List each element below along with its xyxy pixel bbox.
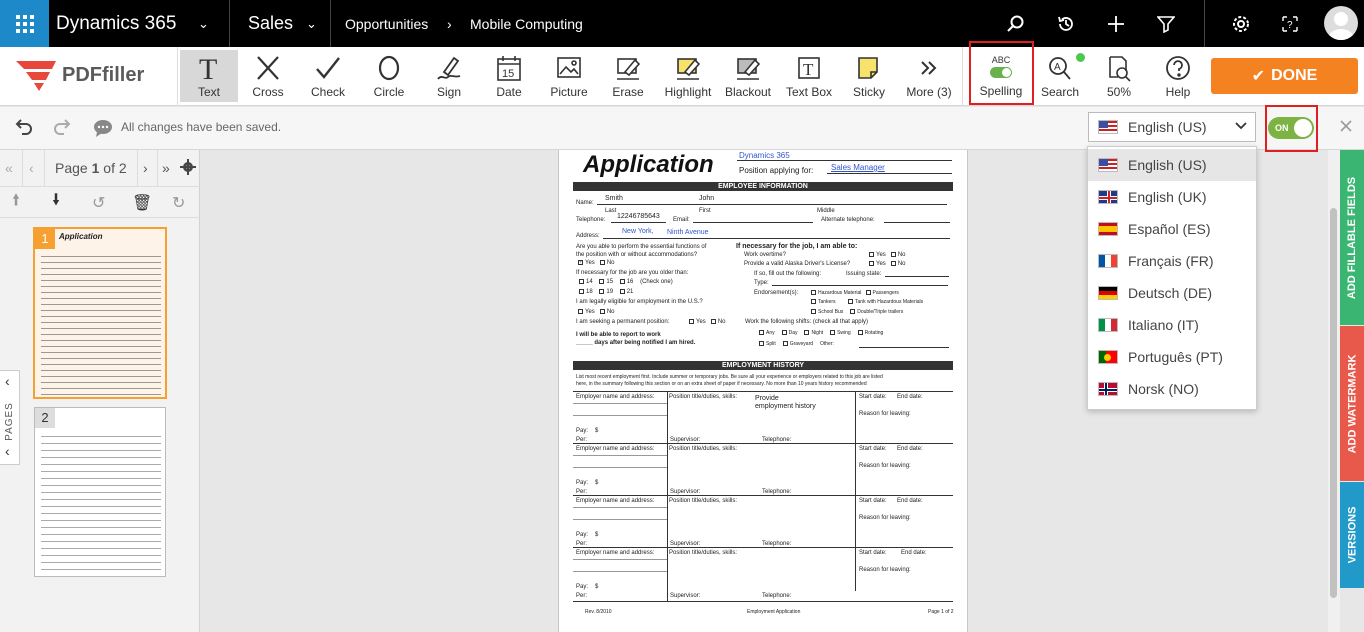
app-launcher-button[interactable] [0, 0, 49, 47]
module-name[interactable]: Sales [248, 13, 294, 33]
language-option-pt[interactable]: Português (PT) [1088, 341, 1256, 373]
status-bar [0, 107, 1364, 150]
eraser-icon [615, 54, 641, 82]
text-box-icon [796, 54, 822, 82]
tool-blackout[interactable]: Blackout [719, 50, 777, 102]
redo-icon[interactable] [54, 119, 74, 142]
refresh-page-icon[interactable]: ↻ [172, 194, 186, 212]
tool-search[interactable]: A Search [1031, 50, 1089, 102]
italy-flag-icon [1098, 318, 1118, 332]
language-option-fr[interactable]: Français (FR) [1088, 245, 1256, 277]
tool-erase[interactable]: Erase [599, 50, 657, 102]
blackout-icon [735, 54, 761, 82]
doc-street[interactable]: Ninth Avenue [667, 229, 709, 236]
svg-text:A: A [1054, 62, 1061, 73]
page-thumbnail-1[interactable]: 1 Application [33, 227, 167, 399]
breadcrumb-record[interactable]: Mobile Computing [470, 15, 583, 32]
us-flag-icon [1098, 120, 1118, 134]
help-question-icon[interactable] [1270, 0, 1310, 47]
language-select-value: English (US) [1128, 119, 1207, 135]
page-actions [0, 188, 200, 218]
norway-flag-icon [1098, 382, 1118, 396]
rotate-page-icon[interactable]: ↺ [92, 194, 106, 212]
delete-page-icon[interactable]: 🗑 [132, 194, 153, 212]
language-option-de[interactable]: Deutsch (DE) [1088, 277, 1256, 309]
tool-highlight[interactable]: Highlight [659, 50, 717, 102]
breadcrumb-opportunities[interactable]: Opportunities [345, 15, 429, 32]
module-chevron-icon[interactable]: ⌄ [306, 15, 317, 31]
double-chevron-right-icon [916, 54, 942, 82]
undo-icon[interactable] [12, 119, 32, 142]
tool-circle[interactable]: Circle [360, 50, 418, 102]
close-icon[interactable] [1339, 119, 1353, 138]
document-scrollbar[interactable] [1328, 150, 1340, 632]
scrollbar-thumb[interactable] [1330, 208, 1337, 598]
add-watermark-tab[interactable]: ADD WATERMARK [1340, 326, 1364, 481]
uk-flag-icon [1098, 190, 1118, 204]
france-flag-icon [1098, 254, 1118, 268]
tool-help[interactable]: Help [1149, 50, 1207, 102]
tool-date[interactable]: 15 Date [480, 50, 538, 102]
doc-last-name[interactable]: Smith [605, 195, 623, 202]
language-dropdown-menu [1087, 146, 1257, 410]
germany-flag-icon [1098, 286, 1118, 300]
tool-sign[interactable]: Sign [420, 50, 478, 102]
cross-icon [255, 54, 281, 82]
toggle-highlight-box [1265, 105, 1318, 152]
comment-icon [93, 119, 113, 142]
breadcrumb-separator-icon: › [447, 15, 452, 32]
app-name[interactable]: Dynamics 365 [56, 12, 177, 34]
editor-toolbar [0, 47, 1364, 106]
calendar-icon [496, 54, 522, 82]
pages-collapse-tab[interactable]: ‹ PAGES ‹ [0, 370, 20, 465]
page-indicator: Page 1 of 2 [55, 160, 127, 176]
text-tool-icon [196, 54, 222, 82]
last-page-icon[interactable]: » [162, 160, 170, 176]
svg-text:?: ? [1287, 19, 1293, 31]
signature-pen-icon [436, 54, 462, 82]
doc-first-name[interactable]: John [699, 195, 715, 202]
portugal-flag-icon [1098, 350, 1118, 364]
app-switcher-chevron-icon[interactable]: ⌄ [198, 15, 209, 31]
settings-gear-icon[interactable] [1221, 0, 1261, 47]
svg-text:T: T [199, 54, 218, 82]
sticky-note-icon [856, 54, 882, 82]
language-option-en-us[interactable]: English (US) [1088, 149, 1256, 181]
add-icon[interactable] [1096, 0, 1136, 47]
language-option-es[interactable]: Español (ES) [1088, 213, 1256, 245]
next-page-icon[interactable]: › [143, 160, 148, 176]
pdffiller-logo-icon [16, 59, 58, 91]
language-option-no[interactable]: Norsk (NO) [1088, 373, 1256, 405]
checkmark-icon: ✔ [1251, 68, 1266, 85]
move-page-down-icon[interactable]: 🠛 [52, 192, 61, 209]
side-tabs [1340, 150, 1364, 632]
tool-more[interactable]: More (3) [900, 50, 958, 102]
spelling-abc-label: ABC [991, 55, 1011, 65]
svg-text:T: T [803, 60, 814, 79]
doc-telephone[interactable]: 12246785643 [617, 213, 660, 220]
search-icon[interactable] [996, 0, 1036, 47]
tool-text[interactable]: T Text [180, 50, 238, 102]
pdffiller-logo [16, 59, 144, 91]
language-option-it[interactable]: Italiano (IT) [1088, 309, 1256, 341]
tool-text-box[interactable]: T Text Box [780, 50, 838, 102]
search-document-icon [1047, 54, 1073, 82]
svg-text:15: 15 [502, 68, 515, 80]
tool-check[interactable]: Check [299, 50, 357, 102]
tool-sticky[interactable]: Sticky [840, 50, 898, 102]
zoom-icon [1106, 54, 1132, 82]
document-page[interactable]: Application Dynamics 365 Position applying for: Sales Manager EMPLOYEE INFORMATION Name: Smith John Last First Middle Telephone: 12246785643 Email: Alternate telephone: Address: New York, Ninth Avenue Are you able to perform the essential functions of the position with or without accommodations? ✓ Yes No If necessary for the job are you older than: 14 15 16 (Check one) 18 19 21 I am legally eligible for employment in the U.S.? Yes No I am seeking a permanent position: Yes No I will be able to report to work _____ days after being notified I am hired. If necessary for the job, I am able to: Work overtime? Yes No Provide a valid Alaska Driver's License? Yes No If so, fill out the following: Issuing state: Type: Endorsement(s): Hazardous Material Passengers Tankers Tank with Hazardous Materials School Bus Double/Triple trailers Work the following shifts: (check all that apply) Any Day Night Swing Rotating Split Graveyard Other: EMPLOYMENT HISTORY List most recent employment first. Include summer or temporary jobs. Be sure all your experience or employers related to this job are listed here, in the summary following this section or on an extra sheet of paper if necessary. No more than 10 years history recommended Employer name and address: Position title/duties, skills: Provide employment history Start date: End date: Reason for leaving: Pay: $ Per: Supervisor: Telephone: Employer name and address: Position title/duties, skills: Start date: End date: Reason for leaving: Pay: $ Per: Supervisor: Telephone: Employer name and address: Position title/duties, skills: Start date: End date: Reason for leaving: Pay: $ Per: Supervisor: Telephone: Employer name and address: Position title/duties, skills: Start date: End date: Reason for leaving: Pay: $ Per: Supervisor: Telephone: Rev. 8/2010 Employment Application Page 1 of 2 [558, 150, 968, 632]
add-fillable-fields-tab[interactable]: ADD FILLABLE FIELDS [1340, 150, 1364, 325]
doc-city[interactable]: New York, [622, 228, 654, 235]
pages-panel [0, 150, 200, 632]
spelling-highlight-box [969, 41, 1034, 105]
waffle-icon [16, 15, 34, 33]
recent-history-icon[interactable] [1046, 0, 1086, 47]
page-thumbnail-2[interactable]: 2 [34, 407, 166, 577]
circle-icon [376, 54, 402, 82]
language-option-en-uk[interactable]: English (UK) [1088, 181, 1256, 213]
highlighter-icon [675, 54, 701, 82]
search-status-dot [1076, 53, 1085, 62]
tool-cross[interactable]: Cross [239, 50, 297, 102]
filter-icon[interactable] [1146, 0, 1186, 47]
versions-tab[interactable]: VERSIONS [1340, 482, 1364, 588]
spellcheck-toggle[interactable]: ON [1268, 117, 1314, 139]
move-page-up-icon[interactable]: 🠙 [12, 192, 21, 209]
brand-name: PDFfiller [62, 63, 145, 86]
tool-zoom[interactable]: 50% [1090, 50, 1148, 102]
done-button[interactable]: ✔ DONE [1211, 58, 1358, 94]
us-flag-icon [1098, 158, 1118, 172]
doc-company[interactable]: Dynamics 365 [739, 151, 790, 160]
language-select[interactable] [1088, 112, 1256, 142]
check-icon [315, 54, 341, 82]
doc-position-value[interactable]: Sales Manager [831, 163, 885, 172]
prev-page-icon[interactable]: ‹ [29, 160, 34, 176]
user-avatar[interactable] [1324, 6, 1358, 40]
dropdown-chevron-icon [1235, 119, 1247, 138]
page-settings-gear-icon[interactable] [180, 159, 196, 178]
first-page-icon[interactable]: « [5, 160, 13, 176]
picture-icon [556, 54, 582, 82]
help-circle-icon [1165, 54, 1191, 82]
spain-flag-icon [1098, 222, 1118, 236]
tool-picture[interactable]: Picture [540, 50, 598, 102]
page-navigator [0, 150, 200, 187]
doc-provide-note[interactable]: Provide [755, 395, 779, 402]
doc-title: Application [583, 151, 714, 178]
top-navigation-bar [0, 0, 1364, 47]
tool-spelling[interactable]: ABC Spelling [979, 55, 1023, 98]
save-status-text: All changes have been saved. [121, 120, 282, 134]
